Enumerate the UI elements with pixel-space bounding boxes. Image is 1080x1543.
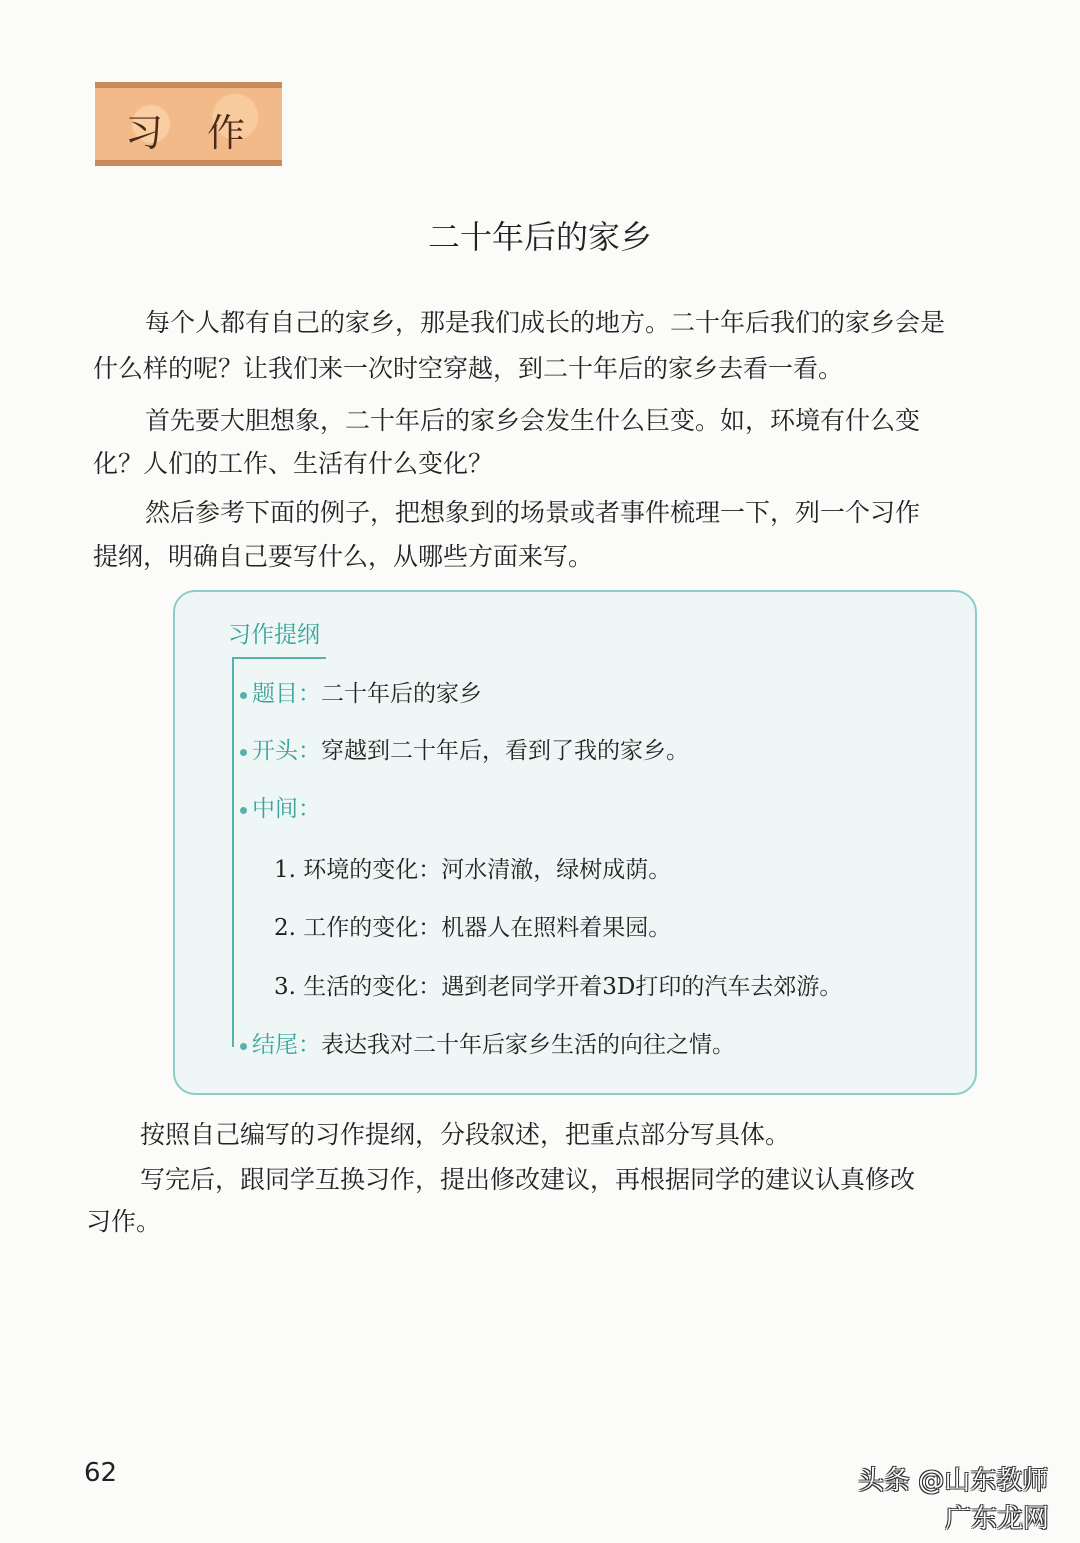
intro-line: 首先要大胆想象，二十年后的家乡会发生什么巨变。如，环境有什么变 bbox=[145, 406, 921, 435]
banner-char: 作 bbox=[207, 111, 246, 155]
section-banner bbox=[95, 82, 282, 166]
bullet-icon bbox=[240, 749, 247, 756]
outline-item bbox=[252, 737, 689, 765]
closing-line: 习作。 bbox=[86, 1207, 162, 1236]
intro-line: 什么样的呢？让我们来一次时空穿越，到二十年后的家乡去看一看。 bbox=[93, 354, 844, 383]
intro-line: 然后参考下面的例子，把想象到的场景或者事件梳理一下，列一个习作 bbox=[145, 498, 921, 527]
closing-line: 写完后，跟同学互换习作，提出修改建议，再根据同学的建议认真修改 bbox=[140, 1165, 916, 1194]
item-text: 表达我对二十年后家乡生活的向往之情。 bbox=[321, 1032, 735, 1058]
outline-box bbox=[173, 590, 977, 1095]
item-label: 结尾： bbox=[252, 1032, 321, 1058]
page-title: 二十年后的家乡 bbox=[427, 218, 652, 256]
item-text: 穿越到二十年后，看到了我的家乡。 bbox=[321, 738, 689, 764]
watermark: 广东龙网 bbox=[945, 1504, 1050, 1534]
page-number: 62 bbox=[84, 1458, 118, 1488]
bullet-icon bbox=[240, 692, 247, 699]
item-label: 开头： bbox=[252, 738, 321, 764]
closing-line: 按照自己编写的习作提纲，分段叙述，把重点部分写具体。 bbox=[140, 1120, 791, 1149]
banner-char: 习 bbox=[125, 111, 164, 155]
tree-line bbox=[232, 657, 234, 1047]
tree-line bbox=[232, 657, 326, 659]
item-text: 二十年后的家乡 bbox=[321, 681, 482, 707]
outline-heading: 习作提纲 bbox=[228, 622, 320, 648]
sub-item: 2. 工作的变化：机器人在照料着果园。 bbox=[274, 915, 672, 941]
sub-item: 1. 环境的变化：河水清澈，绿树成荫。 bbox=[274, 857, 672, 883]
sub-item: 3. 生活的变化：遇到老同学开着3D打印的汽车去郊游。 bbox=[274, 974, 843, 1000]
intro-line: 化？人们的工作、生活有什么变化？ bbox=[93, 449, 494, 478]
intro-line: 每个人都有自己的家乡，那是我们成长的地方。二十年后我们的家乡会是 bbox=[145, 308, 946, 337]
bullet-icon bbox=[240, 807, 247, 814]
intro-line: 提纲，明确自己要写什么，从哪些方面来写。 bbox=[93, 542, 594, 571]
item-label: 中间： bbox=[252, 796, 321, 822]
watermark: 头条 @山东教师 bbox=[858, 1466, 1049, 1496]
outline-item bbox=[252, 795, 321, 823]
outline-item bbox=[252, 680, 482, 708]
item-label: 题目： bbox=[252, 681, 321, 707]
bullet-icon bbox=[240, 1043, 247, 1050]
outline-item bbox=[252, 1031, 735, 1059]
